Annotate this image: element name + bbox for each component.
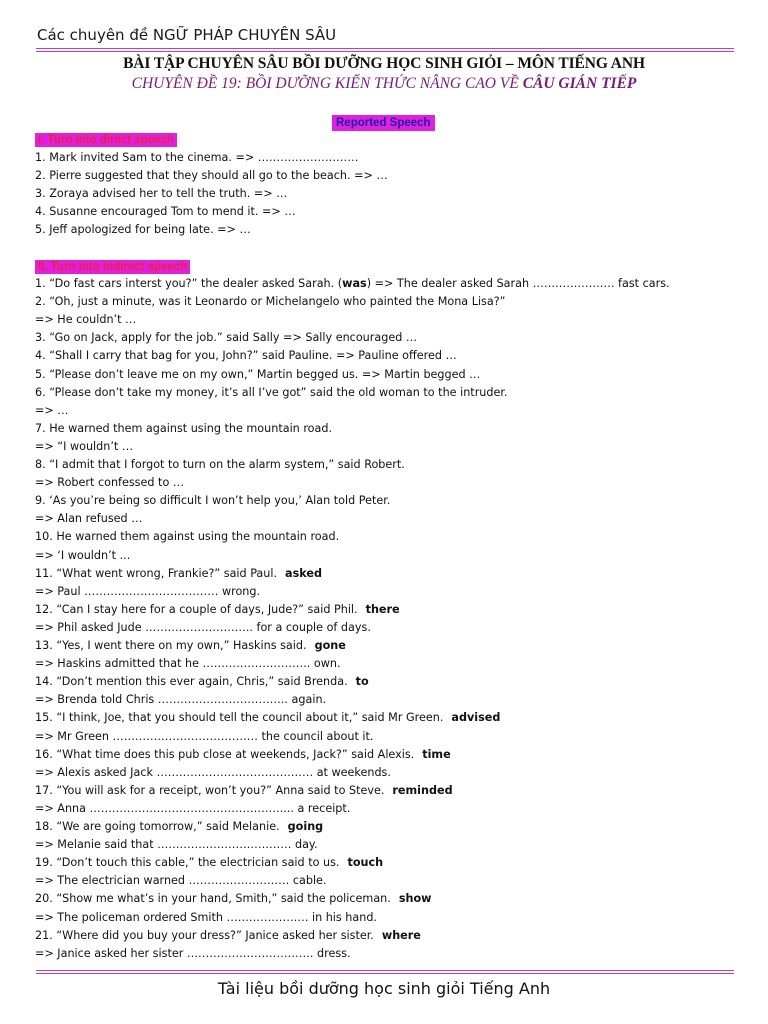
- exercise-text: 20. “Show me what’s in your hand, Smith,” said the policeman.: [35, 892, 391, 906]
- exercise-line: [35, 784, 453, 798]
- keyword: where: [381, 928, 421, 942]
- exercise-line: [35, 639, 346, 653]
- exercise-text: 6. “Please don’t take my money, it’s all I’ve got” said the old woman to the intruder.: [35, 385, 508, 399]
- exercise-line: [35, 422, 332, 436]
- exercise-line: [35, 730, 373, 744]
- keyword: asked: [285, 566, 322, 580]
- reported-speech-badge: Reported Speech: [332, 115, 435, 131]
- exercise-text: => “I wouldn’t …: [35, 439, 134, 453]
- exercise-line: [35, 368, 480, 382]
- exercise-line: [35, 585, 260, 599]
- document-footer: Tài liệu bồi dưỡng học sinh giỏi Tiếng Anh: [217, 979, 551, 998]
- exercise-text: => Janice asked her sister ……………………………. dress.: [35, 946, 351, 960]
- exercise-text: => Mr Green ………………………………… the council about it.: [35, 729, 374, 743]
- exercise-line: [35, 313, 136, 327]
- exercise-text: 13. “Yes, I went there on my own,” Haskins said.: [35, 639, 307, 652]
- keyword: reminded: [392, 783, 453, 797]
- exercise-line: [35, 929, 421, 943]
- exercise-text: 8. “I admit that I forgot to turn on the alarm system,” said Robert.: [35, 458, 405, 471]
- exercise-line: [35, 295, 505, 309]
- exercise-line: [35, 567, 322, 581]
- exercise-line: [35, 512, 142, 526]
- exercise-line: [35, 331, 417, 345]
- exercise-line: [35, 494, 390, 508]
- footer-divider: [36, 970, 734, 974]
- keyword: advised: [451, 711, 501, 725]
- exercise-text: => …: [35, 403, 69, 417]
- exercise-text: 17. “You will ask for a receipt, won’t you?” Anna said to Steve.: [35, 783, 385, 797]
- keyword: going: [287, 820, 324, 833]
- exercise-text: 21. “Where did you buy your dress?” Janice asked her sister.: [35, 928, 374, 942]
- exercise-line: [35, 603, 400, 617]
- hint-word: was: [342, 277, 367, 290]
- keyword: time: [422, 747, 451, 761]
- exercise-line: [35, 476, 184, 490]
- exercise-line: [35, 549, 130, 563]
- exercise-line: [35, 404, 69, 418]
- subtitle-prefix: CHUYÊN ĐỀ 19: BỒI DƯỠNG KIẾN THỨC NÂNG CAO VỀ: [131, 75, 523, 92]
- exercise-text: => He couldn’t …: [35, 313, 137, 327]
- exercise-line: 5. Jeff apologized for being late. => …: [35, 223, 251, 237]
- exercise-line: [35, 711, 500, 725]
- document-subtitle: [0, 75, 768, 93]
- exercise-text: 10. He warned them against using the mountain road.: [35, 530, 340, 544]
- exercise-line: [35, 349, 457, 363]
- exercise-line: [35, 386, 508, 400]
- exercise-text: 12. “Can I stay here for a couple of days, Jude?” said Phil.: [35, 602, 358, 616]
- exercise-line: [35, 947, 351, 961]
- exercise-text: => Melanie said that ……………………………… day.: [35, 838, 318, 852]
- document-header-label: Các chuyên đề NGỮ PHÁP CHUYÊN SÂU: [37, 26, 337, 44]
- exercise-text: 14. “Don’t mention this ever again, Chris,” said Brenda.: [35, 675, 348, 689]
- exercise-text: 5. “Please don’t leave me on my own,” Martin begged us. => Martin begged …: [35, 367, 481, 381]
- keyword: show: [398, 892, 432, 906]
- header-divider: [36, 48, 734, 52]
- exercise-line: 1. Mark invited Sam to the cinema. => ………………………: [35, 151, 359, 164]
- exercise-text: 9. ‘As you’re being so difficult I won’t help you,’ Alan told Peter.: [35, 494, 391, 508]
- exercise-text: 18. “We are going tomorrow,” said Melanie.: [35, 820, 280, 833]
- exercise-text: => Paul ……………………………… wrong.: [35, 584, 261, 598]
- exercise-text: 7. He warned them against using the mountain road.: [35, 421, 333, 435]
- exercise-text: 1. “Do fast cars interst you?” the dealer asked Sarah. (was) => The dealer asked Sarah …………………. fast cars.: [35, 277, 670, 290]
- exercise-text: => The electrician warned ……………………… cable.: [35, 874, 327, 888]
- section-1-heading: I. Turn into direct speech: [35, 133, 177, 147]
- exercise-line: [35, 892, 431, 906]
- exercise-line: [35, 530, 339, 544]
- exercise-text: 15. “I think, Joe, that you should tell the council about it,” said Mr Green.: [35, 711, 444, 725]
- exercise-text: => The policeman ordered Smith …………………. in his hand.: [35, 910, 377, 924]
- exercise-line: [35, 675, 369, 689]
- exercise-text: => Alan refused …: [35, 512, 143, 526]
- exercise-text: 2. “Oh, just a minute, was it Leonardo or Michelangelo who painted the Mona Lisa?”: [35, 295, 506, 309]
- exercise-line: [35, 766, 391, 780]
- subtitle-emphasis: CÂU GIÁN TIẾP: [522, 75, 637, 92]
- exercise-line: [35, 458, 405, 472]
- exercise-line: [35, 820, 323, 834]
- exercise-text: 4. “Shall I carry that bag for you, John?” said Pauline. => Pauline offered …: [35, 349, 457, 363]
- exercise-text: 11. “What went wrong, Frankie?” said Paul.: [35, 566, 278, 580]
- exercise-text: => Brenda told Chris …………………………….. again.: [35, 693, 327, 707]
- exercise-line: [35, 440, 133, 454]
- exercise-text: => Anna …………………………………………….... a receipt.: [35, 801, 351, 815]
- exercise-line: 2. Pierre suggested that they should all go to the beach. => …: [35, 169, 388, 183]
- exercise-text: => Robert confessed to …: [35, 476, 185, 490]
- exercise-line: [35, 621, 371, 635]
- exercise-line: [35, 856, 383, 870]
- exercise-text: => Haskins admitted that he ……………………….. own.: [35, 657, 341, 671]
- exercise-line: [35, 748, 451, 762]
- exercise-text: => Alexis asked Jack …………………………………… at weekends.: [35, 765, 391, 779]
- section-2-heading: II. Turn into indirect speech: [35, 260, 190, 274]
- keyword: gone: [314, 639, 346, 652]
- exercise-line: [35, 693, 326, 707]
- exercise-line: [35, 277, 670, 291]
- exercise-line: [35, 657, 341, 671]
- exercise-text: 19. “Don’t touch this cable,” the electrician said to us.: [35, 856, 340, 870]
- keyword: to: [355, 675, 369, 689]
- exercise-text: => ‘I wouldn’t ...: [35, 548, 131, 562]
- exercise-line: [35, 874, 327, 888]
- exercise-line: [35, 838, 318, 852]
- exercise-line: [35, 911, 377, 925]
- keyword: there: [365, 602, 400, 616]
- exercise-text: 16. “What time does this pub close at weekends, Jack?” said Alexis.: [35, 747, 415, 761]
- exercise-line: [35, 802, 350, 816]
- exercise-text: => Phil asked Jude ……………………….. for a couple of days.: [35, 620, 371, 634]
- document-title: BÀI TẬP CHUYÊN SÂU BỒI DƯỠNG HỌC SINH GIỎI – MÔN TIẾNG ANH: [123, 55, 645, 72]
- keyword: touch: [347, 856, 384, 870]
- exercise-text: 3. “Go on Jack, apply for the job.” said Sally => Sally encouraged …: [35, 331, 418, 345]
- exercise-line: 4. Susanne encouraged Tom to mend it. => …: [35, 205, 296, 219]
- exercise-line: 3. Zoraya advised her to tell the truth. => …: [35, 187, 288, 201]
